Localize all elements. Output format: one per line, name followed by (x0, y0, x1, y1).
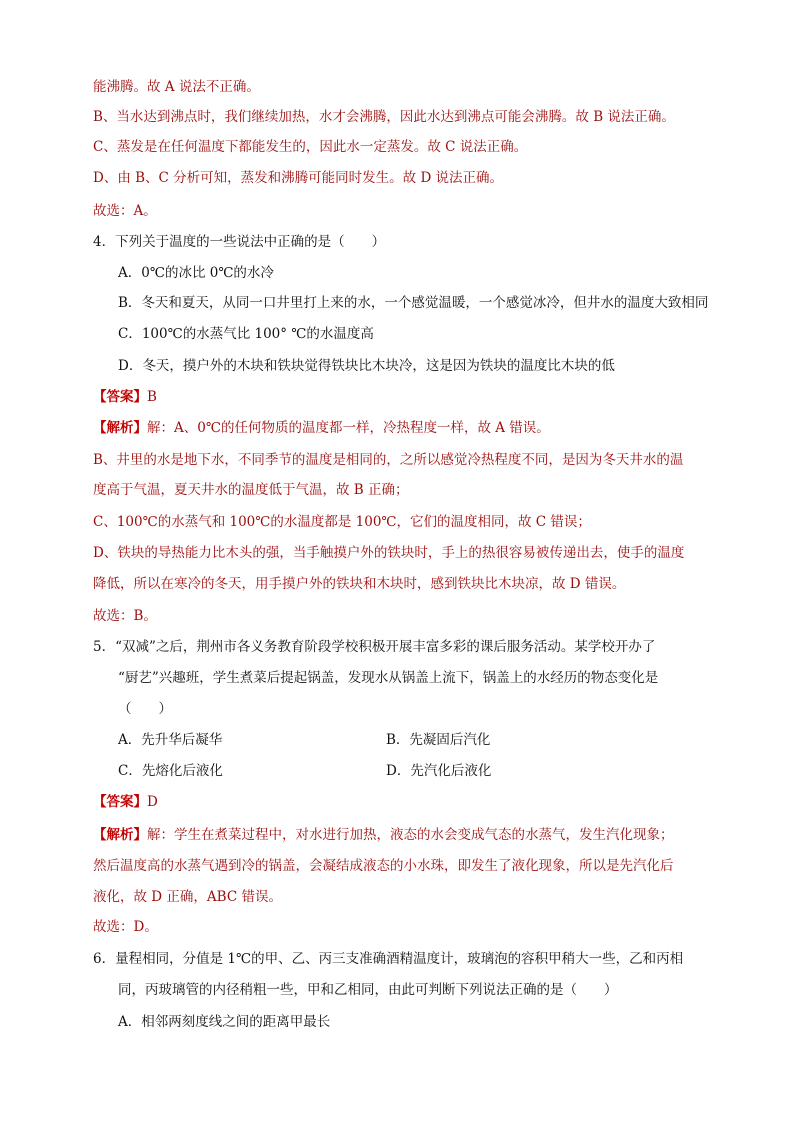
q4-analysis-row (93, 419, 550, 437)
final-answer: 故选：B。 (93, 608, 157, 624)
q5-option-d: D．先汽化后液化 (386, 763, 492, 779)
analysis-line: C、100℃的水蒸气和 100℃的水温度都是 100℃，它们的温度相同，故 C 错误； (93, 514, 591, 530)
analysis-line: 降低，所以在寒冷的冬天，用手摸户外的铁块和木块时，感到铁块比木块凉，故 D 错误。 (93, 576, 626, 592)
analysis-line: D、铁块的导热能力比木头的强，当手触摸户外的铁块时，手上的热很容易被传递出去，使手的温度 (93, 545, 685, 561)
q5-answer-row (93, 793, 158, 811)
analysis-line: B、井里的水是地下水，不同季节的温度是相同的，之所以感觉冷热程度不同，是因为冬天井水的温 (93, 452, 684, 468)
question-6-stem: 6．量程相同，分值是 1℃的甲、乙、丙三支准确酒精温度计，玻璃泡的容积甲稍大一些，乙和丙相 (93, 951, 684, 967)
q5-option-c: C．先熔化后液化 (118, 763, 223, 779)
answer-value: B (147, 389, 157, 405)
analysis-text: 解：A、0℃的任何物质的温度都一样，冷热程度一样，故 A 错误。 (147, 420, 550, 436)
answer-label: 【答案】 (93, 794, 147, 810)
question-6-stem: 同，丙玻璃管的内径稍粗一些，甲和乙相同，由此可判断下列说法正确的是（ ） (118, 982, 618, 998)
explanation-line: 能沸腾。故 A 说法不正确。 (93, 79, 260, 95)
question-5-stem: “厨艺”兴趣班，学生煮菜后提起锅盖，发现水从锅盖上流下，锅盖上的水经历的物态变化是 (118, 670, 659, 686)
explanation-line: C、蒸发是在任何温度下都能发生的，因此水一定蒸发。故 C 说法正确。 (93, 139, 528, 155)
explanation-line: D、由 B、C 分析可知，蒸发和沸腾可能同时发生。故 D 说法正确。 (93, 170, 504, 186)
q5-analysis-row (93, 826, 674, 844)
analysis-line: 度高于气温，夏天井水的温度低于气温，故 B 正确； (93, 482, 409, 498)
q4-option-b: B．冬天和夏天，从同一口井里打上来的水，一个感觉温暖，一个感觉冰冷，但井水的温度大致相同 (118, 295, 709, 311)
q4-option-c: C．100℃的水蒸气比 100° ℃的水温度高 (118, 326, 374, 342)
answer-label: 【答案】 (93, 389, 147, 405)
question-5-stem: 5．“双减”之后，荆州市各义务教育阶段学校积极开展丰富多彩的课后服务活动。某学校开办了 (93, 639, 656, 655)
question-4-stem: 4．下列关于温度的一些说法中正确的是（ ） (93, 234, 386, 250)
q5-option-a: A．先升华后凝华 (118, 732, 223, 748)
final-answer: 故选：D。 (93, 919, 158, 935)
final-answer: 故选：A。 (93, 203, 157, 219)
q4-option-a: A．0℃的冰比 0℃的水冷 (118, 265, 274, 281)
q4-answer-row (93, 388, 157, 406)
analysis-label: 【解析】 (93, 420, 147, 436)
analysis-line: 液化，故 D 正确，ABC 错误。 (93, 889, 282, 905)
analysis-text: 解：学生在煮菜过程中，对水进行加热，液态的水会变成气态的水蒸气，发生汽化现象； (147, 827, 674, 843)
explanation-line: B、当水达到沸点时，我们继续加热，水才会沸腾，因此水达到沸点可能会沸腾。故 B 说法正确。 (93, 109, 675, 125)
q4-option-d: D．冬天，摸户外的木块和铁块觉得铁块比木块冷，这是因为铁块的温度比木块的低 (118, 358, 615, 374)
answer-value: D (147, 794, 158, 810)
question-5-stem: （ ） (118, 701, 172, 717)
analysis-label: 【解析】 (93, 827, 147, 843)
q6-option-a: A．相邻两刻度线之间的距离甲最长 (118, 1014, 331, 1030)
q5-option-b: B．先凝固后汽化 (386, 732, 491, 748)
analysis-line: 然后温度高的水蒸气遇到冷的锅盖，会凝结成液态的小水珠，即发生了液化现象，所以是先汽化后 (93, 858, 674, 874)
